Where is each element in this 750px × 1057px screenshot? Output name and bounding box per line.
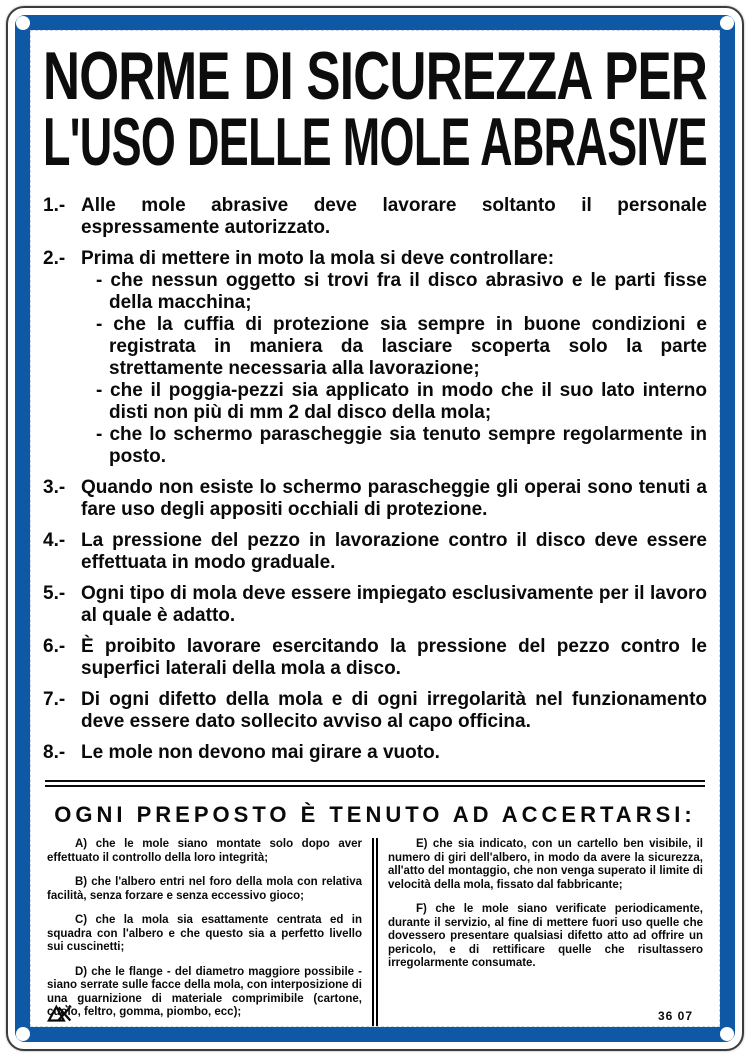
- rule-number: 5.-: [43, 583, 66, 604]
- title-line-1: NORME DI SICUREZZA PER: [43, 38, 708, 114]
- rules-list: [43, 195, 707, 764]
- rule-item: [43, 689, 707, 733]
- rule-text: Alle mole abrasive deve lavorare soltanto il personale espressamente autorizzato.: [81, 195, 707, 238]
- rule-number: 1.-: [43, 195, 66, 216]
- screw-hole-bottom-left-icon: [16, 1027, 30, 1041]
- rule-text: La pressione del pezzo in lavorazione contro il disco deve essere effettuata in modo graduale.: [81, 530, 707, 573]
- section-divider: [45, 780, 705, 787]
- rule-number: 4.-: [43, 530, 66, 551]
- column-paragraph: A) che le mole siano montate solo dopo aver effettuato il controllo della loro integrità;: [47, 838, 362, 864]
- rule-item: [43, 477, 707, 521]
- manufacturer-logo-icon: [47, 1004, 75, 1023]
- title-line-2: L'USO DELLE MOLE ABRASIVE: [43, 104, 707, 180]
- screw-hole-bottom-right-icon: [720, 1027, 734, 1041]
- screw-hole-top-right-icon: [720, 16, 734, 30]
- rule-text: Prima di mettere in moto la mola si deve controllare:: [81, 248, 555, 269]
- rule-text: È proibito lavorare esercitando la pressione del pezzo contro le superfici laterali della mola a disco.: [81, 636, 707, 679]
- rule-number: 2.-: [43, 248, 66, 269]
- column-paragraph: B) che l'albero entri nel foro della mola con relativa facilità, senza forzare e senza eccessivo gioco;: [47, 876, 362, 902]
- sign-footer: [45, 999, 705, 1023]
- column-paragraph: C) che la mola sia esattamente centrata ed in squadra con l'albero e che questo sia a perfetto livello sui cuscinetti;: [47, 914, 362, 953]
- rule-item: [43, 583, 707, 627]
- rule-number: 7.-: [43, 689, 66, 710]
- rule-sub-item: - che il poggia-pezzi sia applicato in modo che il suo lato interno disti non più di mm 2 dal disco della mola;: [96, 380, 707, 423]
- sign-content: [30, 30, 720, 1027]
- rule-number: 8.-: [43, 742, 66, 763]
- rule-text: Quando non esiste lo schermo parascheggie gli operai sono tenuti a fare uso degli appositi occhiali di protezione.: [81, 477, 707, 520]
- rule-item: [43, 530, 707, 574]
- rule-item: [43, 195, 707, 239]
- column-paragraph: F) che le mole siano verificate periodicamente, durante il servizio, al fine di mettere fuori uso quelle che dovessero presentare qualsiasi difetto atto ad offrire un pericolo, e di rettificare quelle che risultassero irregolarmente consumate.: [388, 903, 703, 969]
- rule-sub-item: - che lo schermo parascheggie sia tenuto sempre regolarmente in posto.: [96, 424, 707, 467]
- sign-title: [43, 38, 708, 180]
- rule-text: Ogni tipo di mola deve essere impiegato esclusivamente per il lavoro al quale è adatto.: [81, 583, 707, 626]
- rule-number: 6.-: [43, 636, 66, 657]
- rule-item: [43, 248, 707, 468]
- foreman-header: OGNI PREPOSTO È TENUTO AD ACCERTARSI:: [54, 802, 696, 827]
- column-paragraph: E) che sia indicato, con un cartello ben visibile, il numero di giri dell'albero, in modo da avere la sicurezza, all'atto del montaggio, che non venga superato il limite di velocità della mola, fissato dal fabbricante;: [388, 838, 703, 891]
- rule-sub-item: - che la cuffia di protezione sia sempre in buone condizioni e registrata in maniera da lasciare scoperta solo la parte strettamente necessaria alla lavorazione;: [96, 314, 707, 379]
- rule-text: Le mole non devono mai girare a vuoto.: [81, 742, 440, 763]
- rule-item: [43, 742, 707, 764]
- sign-code: 36 07: [657, 1009, 693, 1023]
- rule-sub-item: - che nessun oggetto si trovi fra il disco abrasivo e le parti fisse della macchina;: [96, 270, 707, 313]
- rule-text: Di ogni difetto della mola e di ogni irregolarità nel funzionamento deve essere dato sollecito avviso al capo officina.: [81, 689, 707, 732]
- column-paragraph: D) che le flange - del diametro maggiore possibile - siano serrate sulle facce della mola, con interposizione di una guarnizione di materiale comprimibile (cartone, cuoio, feltro, gomma, piombo, ecc);: [47, 965, 362, 1018]
- rule-item: [43, 636, 707, 680]
- rule-number: 3.-: [43, 477, 66, 498]
- screw-hole-top-left-icon: [16, 16, 30, 30]
